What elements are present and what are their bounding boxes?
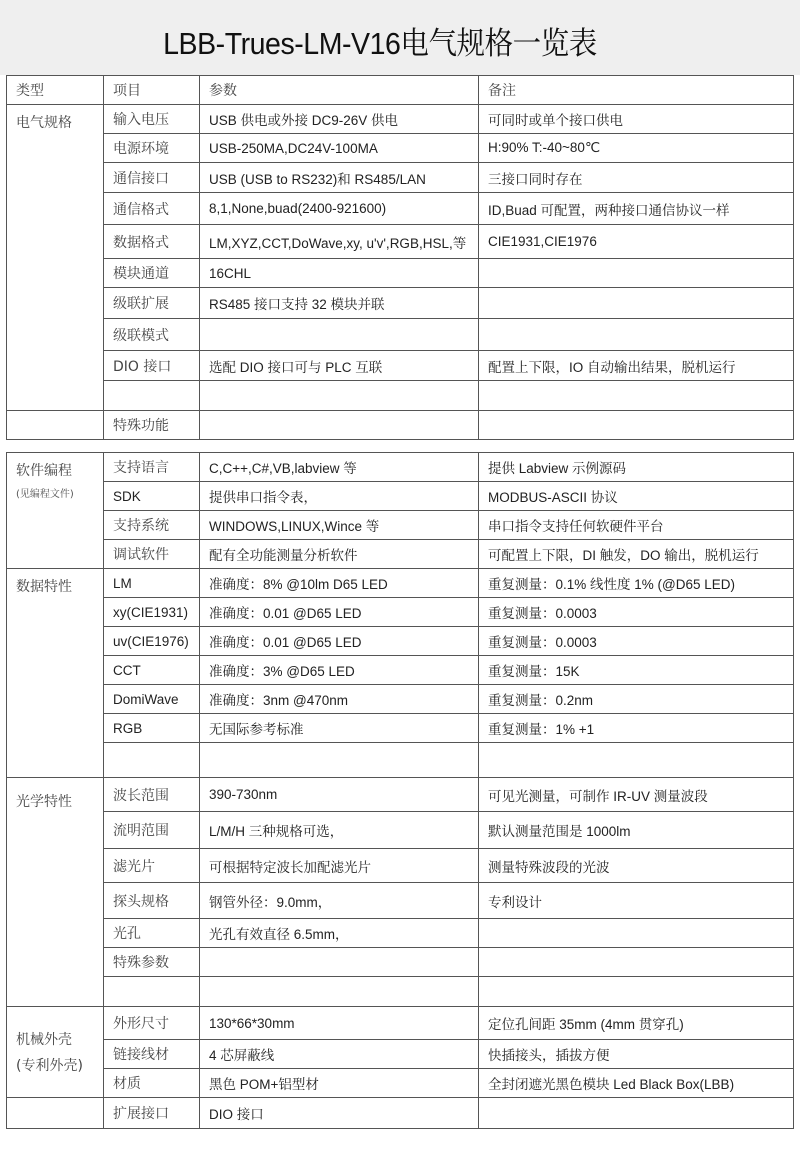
row-item: 支持语言 bbox=[104, 453, 200, 482]
row-type bbox=[7, 411, 104, 440]
row-type bbox=[7, 1098, 104, 1129]
table-row bbox=[7, 134, 794, 163]
table-row bbox=[7, 540, 794, 569]
row-item: 特殊功能 bbox=[104, 411, 200, 440]
table-row bbox=[7, 569, 794, 598]
row-item: 级联扩展 bbox=[104, 288, 200, 319]
row-note: 提供 Labview 示例源码 bbox=[479, 453, 794, 482]
section-type-mechanical bbox=[7, 1007, 104, 1098]
row-note: 串口指令支持任何软硬件平台 bbox=[479, 511, 794, 540]
row-item: 流明范围 bbox=[104, 812, 200, 849]
page-title: LBB-Trues-LM-V16电气规格一览表 bbox=[163, 26, 597, 61]
row-item bbox=[104, 381, 200, 411]
row-note bbox=[479, 259, 794, 288]
row-note: 重复测量：0.0003 bbox=[479, 598, 794, 627]
table-row bbox=[7, 381, 794, 411]
row-item bbox=[104, 977, 200, 1007]
header-item: 项目 bbox=[104, 76, 200, 105]
row-param: 130*66*30mm bbox=[200, 1007, 479, 1040]
row-note: 专利设计 bbox=[479, 883, 794, 919]
row-note: 重复测量：0.0003 bbox=[479, 627, 794, 656]
row-item: CCT bbox=[104, 656, 200, 685]
table-row bbox=[7, 656, 794, 685]
table-row bbox=[7, 193, 794, 225]
row-param bbox=[200, 743, 479, 778]
row-note: 全封闭遮光黑色模块 Led Black Box(LBB) bbox=[479, 1069, 794, 1098]
section-type-software bbox=[7, 453, 104, 569]
row-note: H:90% T:-40~80℃ bbox=[479, 134, 794, 163]
row-note: 可同时或单个接口供电 bbox=[479, 105, 794, 134]
row-param bbox=[200, 411, 479, 440]
table-row bbox=[7, 919, 794, 948]
row-note bbox=[479, 411, 794, 440]
section-type-label: 机械外壳 bbox=[16, 1032, 72, 1048]
row-item: RGB bbox=[104, 714, 200, 743]
row-note: ID,Buad 可配置，两种接口通信协议一样 bbox=[479, 193, 794, 225]
row-param: USB-250MA,DC24V-100MA bbox=[200, 134, 479, 163]
row-item: 外形尺寸 bbox=[104, 1007, 200, 1040]
header-param: 参数 bbox=[200, 76, 479, 105]
table-row bbox=[7, 1069, 794, 1098]
row-note: 三接口同时存在 bbox=[479, 163, 794, 193]
row-item: LM bbox=[104, 569, 200, 598]
row-param: 配有全功能测量分析软件 bbox=[200, 540, 479, 569]
row-param: 准确度：3% @D65 LED bbox=[200, 656, 479, 685]
row-item: 通信接口 bbox=[104, 163, 200, 193]
row-note: MODBUS-ASCII 协议 bbox=[479, 482, 794, 511]
row-param: 提供串口指令表， bbox=[200, 482, 479, 511]
row-param bbox=[200, 948, 479, 977]
row-param bbox=[200, 381, 479, 411]
table-row bbox=[7, 225, 794, 259]
row-item: 调试软件 bbox=[104, 540, 200, 569]
section-type-optical bbox=[7, 778, 104, 1007]
row-param: 8,1,None,buad(2400-921600) bbox=[200, 193, 479, 225]
row-note: 可见光测量，可制作 IR-UV 测量波段 bbox=[479, 778, 794, 812]
row-param: L/M/H 三种规格可选， bbox=[200, 812, 479, 849]
table-row bbox=[7, 743, 794, 778]
table-row bbox=[7, 105, 794, 134]
row-note: CIE1931,CIE1976 bbox=[479, 225, 794, 259]
table-row bbox=[7, 259, 794, 288]
row-note: 重复测量：15K bbox=[479, 656, 794, 685]
row-item: xy(CIE1931) bbox=[104, 598, 200, 627]
row-item: SDK bbox=[104, 482, 200, 511]
row-note: 重复测量：0.2nm bbox=[479, 685, 794, 714]
row-item: 滤光片 bbox=[104, 849, 200, 883]
row-param: RS485 接口支持 32 模块并联 bbox=[200, 288, 479, 319]
row-note bbox=[479, 381, 794, 411]
table-row bbox=[7, 977, 794, 1007]
table-row bbox=[7, 1040, 794, 1069]
row-param: 16CHL bbox=[200, 259, 479, 288]
table-row bbox=[7, 163, 794, 193]
row-param: 选配 DIO 接口可与 PLC 互联 bbox=[200, 351, 479, 381]
table-header-row bbox=[7, 76, 794, 105]
row-param: WINDOWS,LINUX,Wince 等 bbox=[200, 511, 479, 540]
row-item: 光孔 bbox=[104, 919, 200, 948]
row-param: LM,XYZ,CCT,DoWave,xy, u'v',RGB,HSL,等 bbox=[200, 225, 479, 259]
row-item: 链接线材 bbox=[104, 1040, 200, 1069]
header-type: 类型 bbox=[7, 76, 104, 105]
row-item bbox=[104, 743, 200, 778]
row-note: 快插接头，插拔方便 bbox=[479, 1040, 794, 1069]
row-param: 准确度：8% @10lm D65 LED bbox=[200, 569, 479, 598]
row-note: 可配置上下限，DI 触发，DO 输出，脱机运行 bbox=[479, 540, 794, 569]
row-item: uv(CIE1976) bbox=[104, 627, 200, 656]
row-item: 输入电压 bbox=[104, 105, 200, 134]
table-row bbox=[7, 948, 794, 977]
row-item: 扩展接口 bbox=[104, 1098, 200, 1129]
row-note bbox=[479, 288, 794, 319]
row-note: 重复测量：1% +1 bbox=[479, 714, 794, 743]
row-param: 准确度：0.01 @D65 LED bbox=[200, 627, 479, 656]
row-note bbox=[479, 1098, 794, 1129]
row-item: 数据格式 bbox=[104, 225, 200, 259]
row-note bbox=[479, 743, 794, 778]
row-item: 电源环境 bbox=[104, 134, 200, 163]
table-row bbox=[7, 627, 794, 656]
row-note bbox=[479, 948, 794, 977]
section-type-sublabel: (见编程文件) bbox=[16, 489, 74, 500]
row-param: 钢管外径：9.0mm， bbox=[200, 883, 479, 919]
row-param: DIO 接口 bbox=[200, 1098, 479, 1129]
row-param: USB (USB to RS232)和 RS485/LAN bbox=[200, 163, 479, 193]
row-note: 配置上下限，IO 自动输出结果，脱机运行 bbox=[479, 351, 794, 381]
row-param: 390-730nm bbox=[200, 778, 479, 812]
section-type-label: 光学特性 bbox=[16, 794, 72, 810]
section-type-sublabel: (专利外壳) bbox=[16, 1058, 83, 1074]
table-row bbox=[7, 812, 794, 849]
electrical-spec-table bbox=[6, 75, 794, 440]
row-note: 定位孔间距 35mm (4mm 贯穿孔) bbox=[479, 1007, 794, 1040]
row-item: 通信格式 bbox=[104, 193, 200, 225]
row-item: DIO 接口 bbox=[104, 351, 200, 381]
row-param: C,C++,C#,VB,labview 等 bbox=[200, 453, 479, 482]
row-param: 光孔有效直径 6.5mm， bbox=[200, 919, 479, 948]
row-item: 级联模式 bbox=[104, 319, 200, 351]
row-item: 模块通道 bbox=[104, 259, 200, 288]
section-type-electrical: 电气规格 bbox=[7, 105, 104, 411]
table-row bbox=[7, 511, 794, 540]
table-row bbox=[7, 883, 794, 919]
row-param: 黑色 POM+铝型材 bbox=[200, 1069, 479, 1098]
feature-spec-table bbox=[6, 452, 794, 1129]
header-note: 备注 bbox=[479, 76, 794, 105]
table-row-extension bbox=[7, 1098, 794, 1129]
row-param bbox=[200, 977, 479, 1007]
section-type-data: 数据特性 bbox=[7, 569, 104, 778]
table-row bbox=[7, 288, 794, 319]
row-param: USB 供电或外接 DC9-26V 供电 bbox=[200, 105, 479, 134]
row-item: DomiWave bbox=[104, 685, 200, 714]
table-row bbox=[7, 482, 794, 511]
row-item: 探头规格 bbox=[104, 883, 200, 919]
table-row bbox=[7, 1007, 794, 1040]
table-row bbox=[7, 319, 794, 351]
table-row bbox=[7, 849, 794, 883]
table-row bbox=[7, 778, 794, 812]
table-row bbox=[7, 714, 794, 743]
row-note: 重复测量：0.1% 线性度 1% (@D65 LED) bbox=[479, 569, 794, 598]
row-note: 测量特殊波段的光波 bbox=[479, 849, 794, 883]
row-param bbox=[200, 319, 479, 351]
row-note bbox=[479, 319, 794, 351]
row-param: 4 芯屏蔽线 bbox=[200, 1040, 479, 1069]
table-row bbox=[7, 685, 794, 714]
row-param: 无国际参考标准 bbox=[200, 714, 479, 743]
row-note: 默认测量范围是 1000lm bbox=[479, 812, 794, 849]
table-row-special-function bbox=[7, 411, 794, 440]
row-note bbox=[479, 919, 794, 948]
table-row bbox=[7, 453, 794, 482]
row-item: 波长范围 bbox=[104, 778, 200, 812]
row-item: 支持系统 bbox=[104, 511, 200, 540]
row-param: 准确度：3nm @470nm bbox=[200, 685, 479, 714]
row-item: 材质 bbox=[104, 1069, 200, 1098]
row-param: 可根据特定波长加配滤光片 bbox=[200, 849, 479, 883]
section-type-label: 软件编程 bbox=[16, 463, 72, 479]
table-row bbox=[7, 598, 794, 627]
row-param: 准确度：0.01 @D65 LED bbox=[200, 598, 479, 627]
row-note bbox=[479, 977, 794, 1007]
row-item: 特殊参数 bbox=[104, 948, 200, 977]
table-row bbox=[7, 351, 794, 381]
